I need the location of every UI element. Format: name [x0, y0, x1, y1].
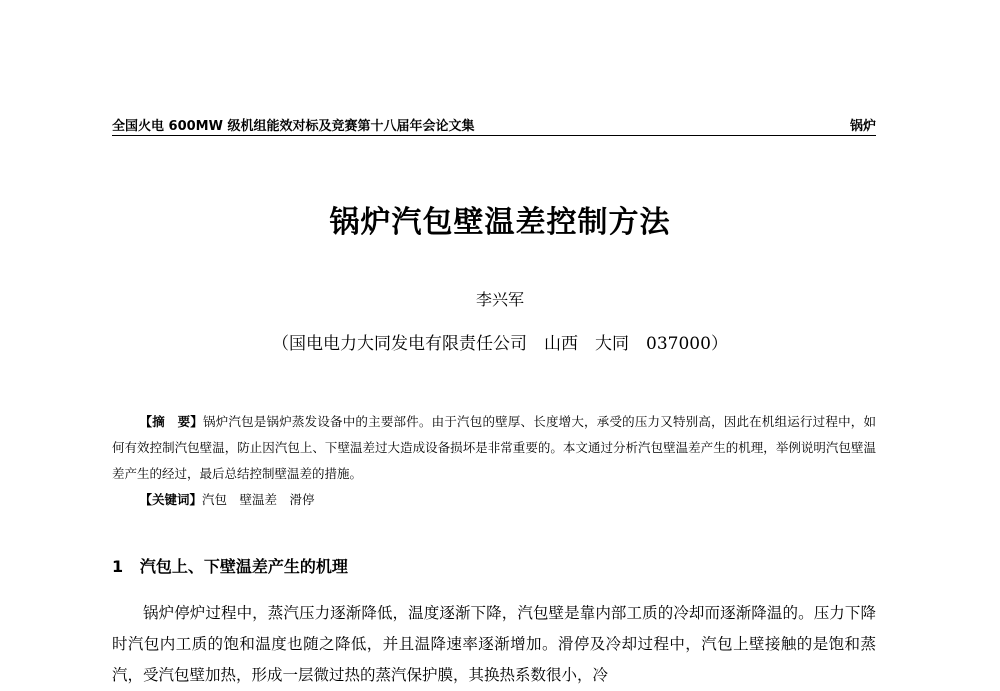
keywords-line	[112, 487, 876, 513]
abstract-block	[112, 409, 876, 513]
section-title: 汽包上、下壁温差产生的机理	[139, 557, 348, 576]
author-affiliation: （国电电力大同发电有限责任公司 山西 大同 037000）	[272, 334, 728, 354]
abstract-label: 【摘 要】	[139, 414, 204, 429]
body-text-block	[112, 598, 876, 691]
section-heading	[112, 554, 348, 577]
keywords-text: 汽包 壁温差 滑停	[202, 492, 315, 507]
keywords-label: 【关键词】	[139, 492, 203, 507]
section-number: 1	[112, 557, 124, 576]
abstract-text: 锅炉汽包是锅炉蒸发设备中的主要部件。由于汽包的壁厚、长度增大，承受的压力又特别高，因此在机组运行过程中，如何有效控制汽包壁温，防止因汽包上、下壁温差过大造成设备损坏是非常重要的。本文通过分析汽包壁温差产生的机理，举例说明汽包壁温差产生的经过，最后总结控制壁温差的措施。	[112, 414, 876, 481]
abstract-paragraph	[112, 409, 876, 487]
paper-author: 李兴军	[475, 290, 524, 309]
running-header	[112, 113, 876, 136]
header-section-name: 锅炉	[849, 119, 876, 134]
body-paragraph: 锅炉停炉过程中，蒸汽压力逐渐降低，温度逐渐下降，汽包壁是靠内部工质的冷却而逐渐降温的。压力下降时汽包内工质的饱和温度也随之降低，并且温降速率逐渐增加。滑停及冷却过程中，汽包上壁接触的是饱和蒸汽，受汽包壁加热，形成一层微过热的蒸汽保护膜，其换热系数很小，冷	[112, 604, 876, 684]
paper-title: 锅炉汽包壁温差控制方法	[329, 205, 671, 240]
header-proceedings-title: 全国火电 600MW 级机组能效对标及竞赛第十八届年会论文集	[112, 119, 475, 134]
